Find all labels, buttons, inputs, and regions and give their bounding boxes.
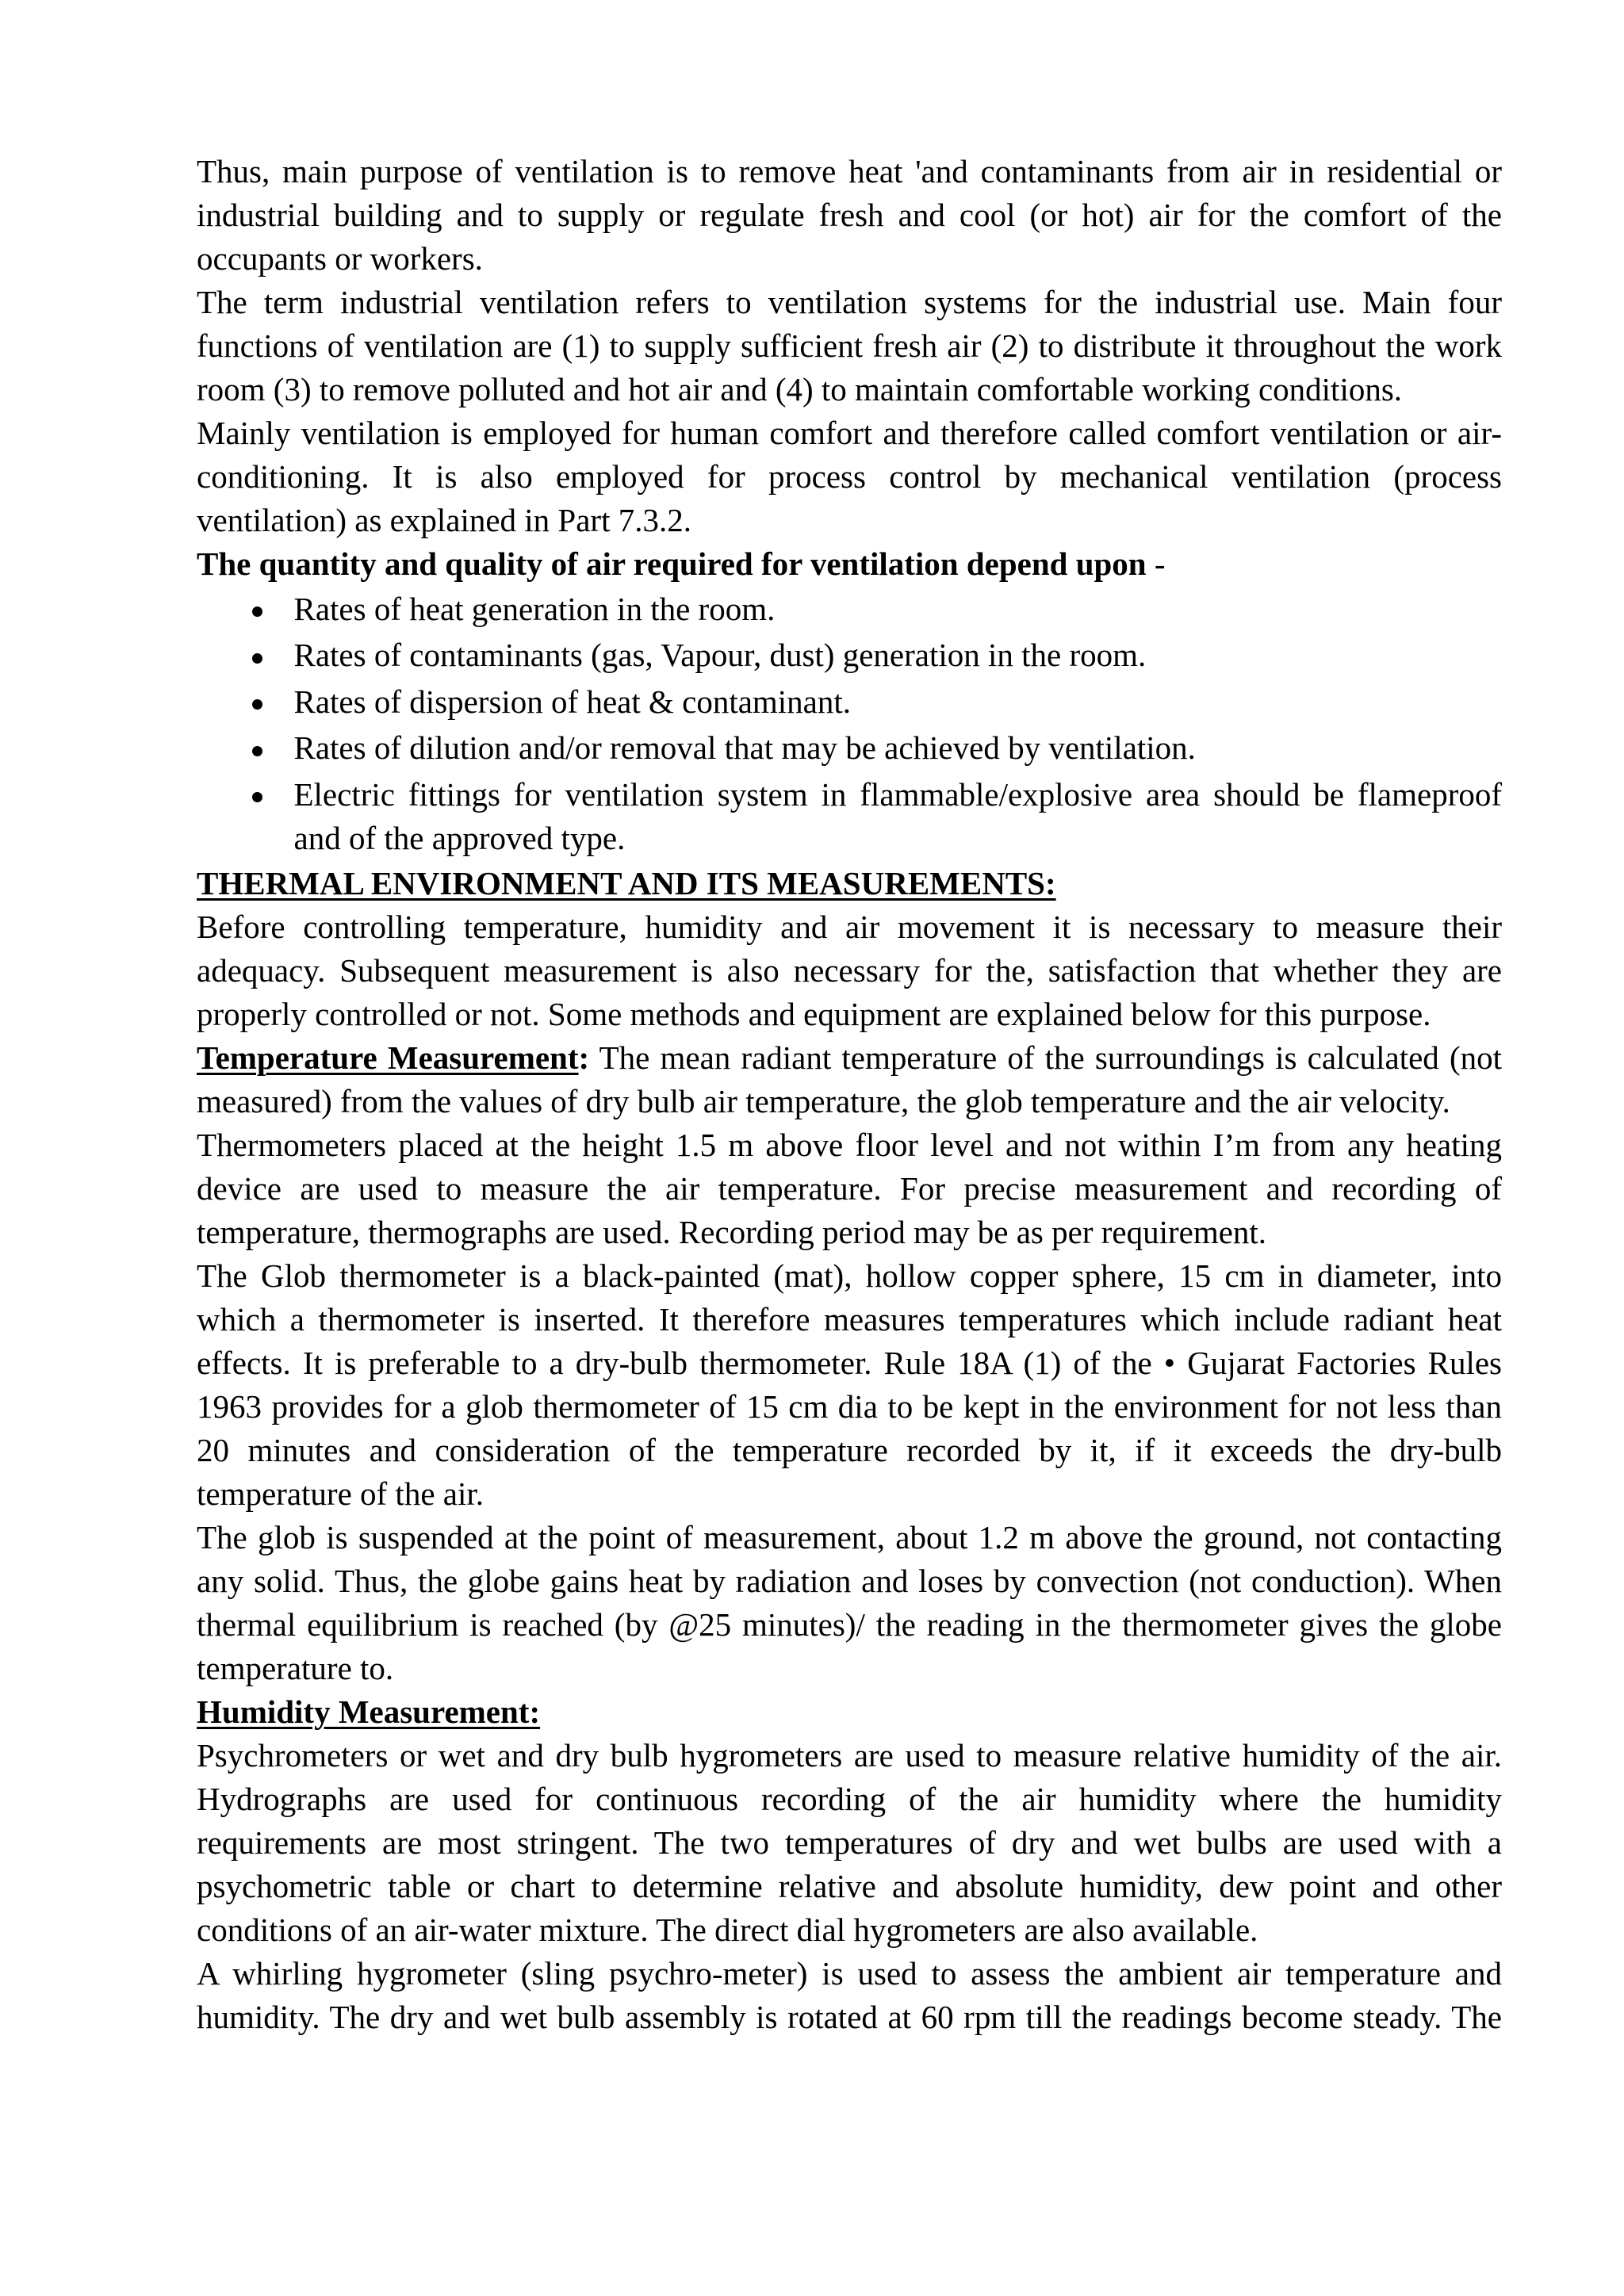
text-line: functions of ventilation are (1) to supply sufficient fresh air (2) to distribute it throughout the work [197, 327, 1502, 364]
text-line: Thus, main purpose of ventilation is to remove heat 'and contaminants from air in residential or [197, 153, 1502, 189]
text-line: The Glob thermometer is a black-painted (mat), hollow copper sphere, 15 cm in diameter, into [197, 1257, 1502, 1294]
text-line: Rates of dilution and/or removal that may be achieved by ventilation. [293, 729, 1196, 767]
section-heading [197, 862, 1502, 905]
bullet-icon [252, 699, 262, 710]
requirements-lead-dash: - [1154, 545, 1166, 582]
text-line: 1963 provides for a glob thermometer of 15 cm dia to be kept in the environment for not less than [197, 1387, 1502, 1425]
text-line: any solid. Thus, the globe gains heat by radiation and loses by convection (not conduction). When [197, 1562, 1502, 1599]
text-line: occupants or workers. [197, 240, 483, 277]
list-item [197, 725, 1502, 772]
subsection-label-colon: : [578, 1039, 590, 1076]
requirements-lead [197, 542, 1502, 586]
text-line: requirements are most stringent. The two temperatures of dry and wet bulbs are used with a [197, 1823, 1502, 1861]
bullet-icon [252, 792, 262, 802]
paragraph-thermometers [197, 1123, 1502, 1254]
text-line: and of the approved type. [293, 819, 626, 856]
text-line: Before controlling temperature, humidity and air movement it is necessary to measure their [197, 908, 1502, 945]
list-item [197, 633, 1502, 679]
text-line: room (3) to remove polluted and hot air and (4) to maintain comfortable working conditions. [197, 371, 1403, 408]
requirements-list [197, 586, 1502, 862]
text-line: 20 minutes and consideration of the temperature recorded by it, if it exceeds the dry-bulb [197, 1431, 1502, 1468]
subsection-label: Temperature Measurement [197, 1039, 579, 1076]
paragraph-whirling-hygrometer [197, 1952, 1502, 2039]
text-line: Thermometers placed at the height 1.5 m above floor level and not within I’m from any heating [197, 1126, 1502, 1163]
text-line: Hydrographs are used for continuous recording of the air humidity where the humidity [197, 1780, 1502, 1817]
text-line: which a thermometer is inserted. It therefore measures temperatures which include radiant heat [197, 1300, 1502, 1337]
bullet-icon [252, 653, 262, 664]
paragraph-comfort-ventilation [197, 411, 1502, 542]
paragraph-industrial-ventilation [197, 281, 1502, 411]
text-line: temperature of the air. [197, 1475, 484, 1512]
text-line: Electric fittings for ventilation system in flammable/explosive area should be flameproof [293, 775, 1502, 813]
text-line: conditioning. It is also employed for process control by mechanical ventilation (process [197, 458, 1502, 495]
text-line: A whirling hygrometer (sling psychro-meter) is used to assess the ambient air temperature and [197, 1954, 1502, 1992]
text-line: psychometric table or chart to determine relative and absolute humidity, dew point and other [197, 1867, 1502, 1904]
paragraph-temperature-measurement [197, 1036, 1502, 1123]
page-content [197, 150, 1502, 2039]
paragraph-ventilation-purpose [197, 150, 1502, 281]
paragraph-thermal-intro [197, 905, 1502, 1036]
text-line: thermal equilibrium is reached (by @25 minutes)/ the reading in the thermometer gives the globe [197, 1605, 1502, 1643]
subsection-heading-text: Humidity Measurement: [197, 1693, 541, 1730]
text-line: humidity. The dry and wet bulb assembly is rotated at 60 rpm till the readings become steady. The [197, 1998, 1502, 2035]
list-item [197, 771, 1502, 862]
text-line [197, 1036, 1502, 1080]
list-item [197, 586, 1502, 633]
text-line: Rates of contaminants (gas, Vapour, dust) generation in the room. [293, 637, 1147, 674]
text-line-content: The mean radiant temperature of the surroundings is calculated (not [599, 1039, 1502, 1076]
text-line: device are used to measure the air temperature. For precise measurement and recording of [197, 1169, 1502, 1207]
text-line: effects. It is preferable to a dry-bulb thermometer. Rule 18A (1) of the • Gujarat Factories Rules [197, 1344, 1502, 1381]
text-line: temperature to. [197, 1649, 394, 1686]
subsection-heading [197, 1690, 1502, 1734]
paragraph-psychrometers [197, 1734, 1502, 1952]
requirements-lead-text: The quantity and quality of air required for ventilation depend upon [197, 545, 1147, 582]
paragraph-glob-suspension [197, 1516, 1502, 1690]
text-line: industrial building and to supply or regulate fresh and cool (or hot) air for the comfort of the [197, 197, 1502, 233]
text-line: The glob is suspended at the point of measurement, about 1.2 m above the ground, not contacting [197, 1518, 1502, 1556]
text-line: conditions of an air-water mixture. The direct dial hygrometers are also available. [197, 1911, 1258, 1948]
text-line: Rates of dispersion of heat & contaminant. [293, 683, 852, 720]
text-line: Psychrometers or wet and dry bulb hygrometers are used to measure relative humidity of the air. [197, 1736, 1502, 1774]
text-line: The term industrial ventilation refers to ventilation systems for the industrial use. Main four [197, 284, 1502, 320]
bullet-icon [252, 746, 262, 756]
text-line: Rates of heat generation in the room. [293, 590, 776, 627]
text-line: adequacy. Subsequent measurement is also necessary for the, satisfaction that whether they are [197, 951, 1502, 989]
bullet-icon [252, 607, 262, 617]
list-item [197, 679, 1502, 725]
text-line: Mainly ventilation is employed for human comfort and therefore called comfort ventilation or air- [197, 415, 1502, 451]
text-line: temperature, thermographs are used. Recording period may be as per requirement. [197, 1213, 1267, 1250]
text-line: measured) from the values of dry bulb air temperature, the glob temperature and the air velocity. [197, 1082, 1450, 1119]
section-heading-text: THERMAL ENVIRONMENT AND ITS MEASUREMENTS: [197, 864, 1056, 901]
text-line: properly controlled or not. Some methods and equipment are explained below for this purpose. [197, 995, 1431, 1032]
text-line: ventilation) as explained in Part 7.3.2. [197, 502, 691, 538]
paragraph-glob-thermometer [197, 1254, 1502, 1516]
